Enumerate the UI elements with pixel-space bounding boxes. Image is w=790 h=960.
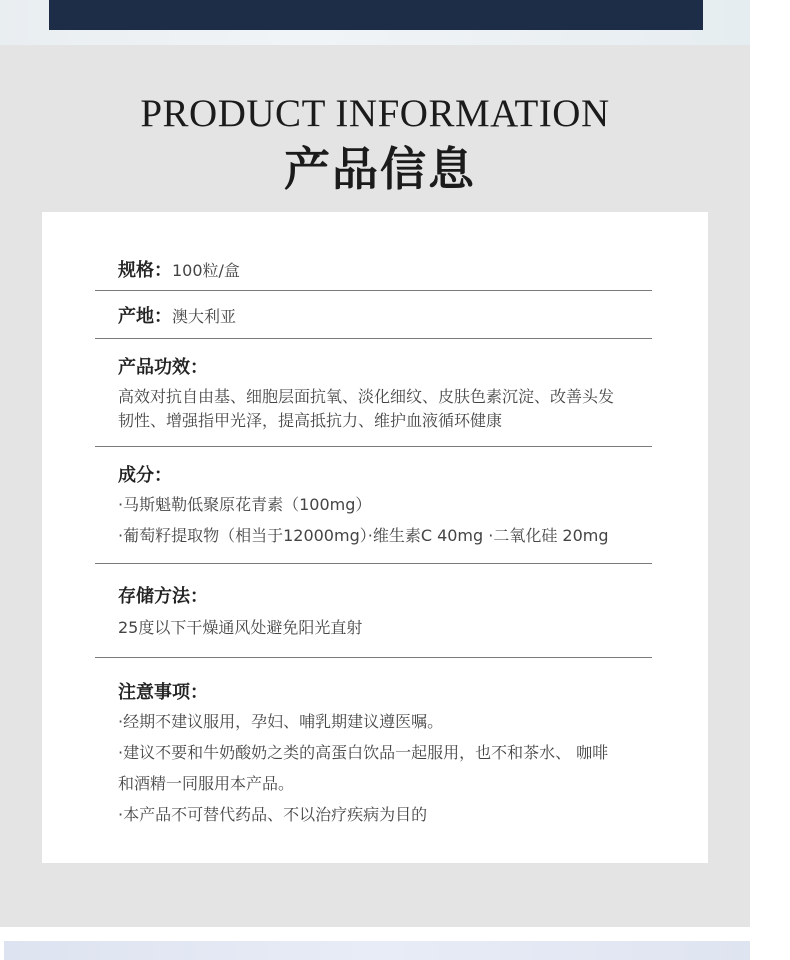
efficacy-line: 高效对抗自由基、细胞层面抗氧、淡化细纹、皮肤色素沉淀、改善头发: [118, 387, 615, 406]
divider: [95, 563, 652, 564]
notes-label: 注意事项：: [118, 682, 208, 703]
spec-row: [118, 256, 678, 282]
ingredients-label: 成分：: [118, 465, 172, 486]
top-dark-bar: [49, 0, 703, 30]
efficacy-line: 韧性、增强指甲光泽，提高抵抗力、维护血液循环健康: [118, 411, 503, 430]
ingredient-line: ·马斯魁勒低聚原花青素（100mg）: [118, 495, 372, 514]
origin-row: [118, 302, 678, 328]
origin-value: 澳大利亚: [172, 307, 237, 326]
storage-label: 存储方法：: [118, 586, 208, 607]
origin-label: 产地：: [118, 306, 172, 327]
notes-list: [118, 706, 678, 830]
spec-label: 规格：: [118, 260, 172, 281]
divider: [95, 657, 652, 658]
efficacy-label: 产品功效：: [118, 357, 208, 378]
note-line: ·经期不建议服用，孕妇、哺乳期建议遵医嘱。: [118, 712, 444, 731]
title-english: PRODUCT INFORMATION: [140, 92, 610, 135]
bottom-banner-preview: [4, 941, 750, 960]
note-line: 和酒精一同服用本产品。: [118, 774, 295, 793]
title-chinese: 产品信息: [284, 142, 476, 196]
divider: [95, 338, 652, 339]
storage-section: [118, 582, 678, 640]
ingredients-section: [118, 461, 678, 551]
efficacy-text: [118, 385, 678, 433]
storage-value: 25度以下干燥通风处避免阳光直射: [118, 618, 363, 637]
spec-value: 100粒/盒: [172, 261, 240, 280]
notes-section: [118, 678, 678, 830]
efficacy-section: [118, 353, 678, 433]
divider: [95, 446, 652, 447]
ingredient-line: ·葡萄籽提取物（相当于12000mg）·维生素C 40mg ·二氧化硅 20mg: [118, 526, 609, 545]
note-line: ·建议不要和牛奶酸奶之类的高蛋白饮品一起服用，也不和茶水、 咖啡: [118, 743, 609, 762]
note-line: ·本产品不可替代药品、不以治疗疾病为目的: [118, 805, 428, 824]
divider: [95, 290, 652, 291]
product-info-card: [42, 212, 708, 863]
ingredients-list: [118, 489, 678, 551]
